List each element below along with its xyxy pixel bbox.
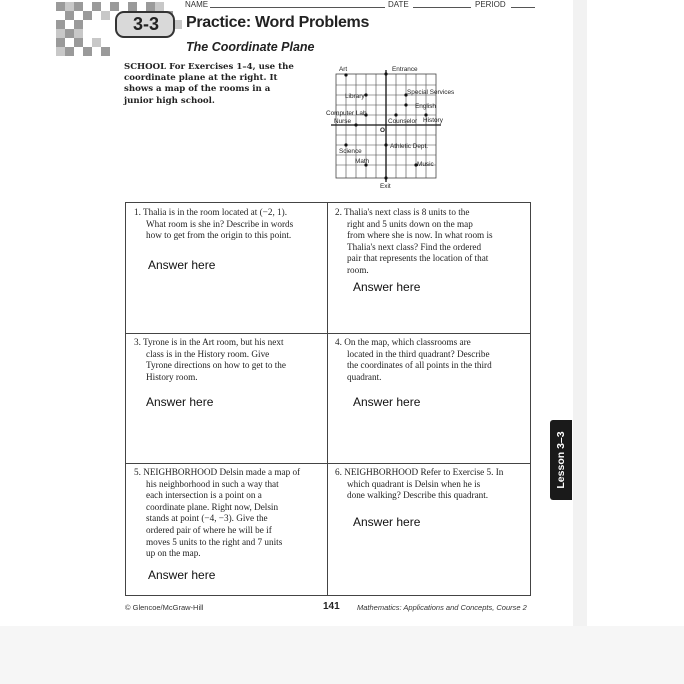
intro-line: SCHOOL For Exercises 1–4, use the <box>124 62 294 72</box>
exercise-line: stands at point (−4, −3). Give the <box>146 513 268 524</box>
map-label-special-services: Special Services <box>407 89 455 96</box>
period-label: PERIOD <box>475 0 506 9</box>
exercise-line: moves 5 units to the right and 7 units <box>146 536 283 547</box>
exercise-line: up on the map. <box>146 548 201 559</box>
exercise-line: quadrant. <box>347 371 382 382</box>
map-label-library: Library <box>345 93 365 100</box>
exercise-line: from where she is now. In what room is <box>347 230 493 241</box>
exercise-line: Thalia's next class? Find the ordered <box>347 241 482 252</box>
exercise-6-answer[interactable]: Answer here <box>353 515 421 529</box>
lesson-number: 3-3 <box>132 14 159 34</box>
period-field[interactable] <box>511 7 535 8</box>
exercise-1-answer[interactable]: Answer here <box>148 258 216 272</box>
exercise-line: coordinate plane. Right now, Delsin <box>146 501 279 512</box>
exercise-1-text <box>134 207 324 242</box>
intro-line: junior high school. <box>124 95 215 106</box>
exercise-line: located in the third quadrant? Describe <box>347 348 490 359</box>
exercise-line: each intersection is a point on a <box>146 490 262 501</box>
lesson-side-tab-label: Lesson 3–3 <box>555 431 567 489</box>
exercise-line: 6. NEIGHBORHOOD Refer to Exercise 5. In <box>335 467 504 477</box>
exercise-5-text <box>134 467 324 560</box>
exercise-line: 5. NEIGHBORHOOD Delsin made a map of <box>134 467 301 477</box>
exercise-line: class is in the History room. Give <box>146 348 270 359</box>
page-title: Practice: Word Problems <box>186 14 370 31</box>
map-label-art: Art <box>339 66 348 73</box>
below-page-area <box>0 626 684 684</box>
map-label-science: Science <box>339 148 362 155</box>
exercise-5-answer[interactable]: Answer here <box>148 568 216 582</box>
exercise-line: which quadrant is Delsin when he is <box>347 478 481 489</box>
map-label-computer-lab: Computer Lab <box>326 110 367 117</box>
exercise-6-text <box>335 467 527 502</box>
intro-paragraph <box>124 62 294 107</box>
exercise-line: 1. Thalia is in the room located at (−2, 1). <box>134 207 287 217</box>
exercise-2-answer[interactable]: Answer here <box>353 280 421 294</box>
page-subtitle: The Coordinate Plane <box>186 40 315 54</box>
map-label-entrance: Entrance <box>392 66 418 73</box>
map-label-athletic-dept: Athletic Dept. <box>390 143 429 150</box>
date-label: DATE <box>388 0 409 9</box>
exercise-line: What room is she in? Describe in words <box>146 218 294 229</box>
exercise-3-answer[interactable]: Answer here <box>146 395 214 409</box>
name-label: NAME <box>185 0 209 9</box>
publisher-credit: © Glencoe/McGraw-Hill <box>125 603 204 612</box>
school-map <box>325 62 455 190</box>
exercise-line: pair that represents the location of that <box>347 253 489 264</box>
exercise-line: Tyrone directions on how to get to the <box>146 360 286 371</box>
exercise-3-text <box>134 337 324 383</box>
map-label-exit: Exit <box>380 183 391 190</box>
name-field[interactable] <box>210 7 385 8</box>
map-label-english: English <box>415 103 436 110</box>
page-right-shadow <box>573 0 587 626</box>
exercise-line: the coordinates of all points in the third <box>347 360 492 371</box>
page-number: 141 <box>323 601 340 612</box>
exercise-4-answer[interactable]: Answer here <box>353 395 421 409</box>
map-label-history: History <box>423 117 443 124</box>
exercise-2-text <box>335 207 527 277</box>
exercise-line: History room. <box>146 371 198 382</box>
table-column-divider <box>327 202 328 596</box>
exercise-line: 2. Thalia's next class is 8 units to the <box>335 207 470 217</box>
date-field[interactable] <box>413 7 471 8</box>
exercise-4-text <box>335 337 527 383</box>
exercise-line: his neighborhood in such a way that <box>146 478 279 489</box>
map-label-origin: O <box>380 127 385 134</box>
exercise-line: ordered pair of where he will be if <box>146 524 272 535</box>
table-row-divider <box>125 333 531 334</box>
exercise-line: right and 5 units down on the map <box>347 218 473 229</box>
page-left-margin <box>0 0 52 626</box>
intro-line: coordinate plane at the right. It <box>124 73 278 84</box>
intro-line: shows a map of the rooms in a <box>124 84 271 95</box>
exercise-line: done walking? Describe this quadrant. <box>347 490 489 501</box>
exercise-line: room. <box>347 264 369 275</box>
book-title: Mathematics: Applications and Concepts, Course 2 <box>357 603 527 612</box>
map-label-math: Math <box>355 158 370 165</box>
map-label-music: Music <box>417 161 434 168</box>
exercise-line: 4. On the map, which classrooms are <box>335 337 471 347</box>
exercise-line: how to get from the origin to this point. <box>146 230 292 241</box>
lesson-side-tab <box>550 420 572 500</box>
exercise-line: 3. Tyrone is in the Art room, but his next <box>134 337 284 347</box>
table-row-divider <box>125 463 531 464</box>
map-label-counselor: Counselor <box>388 118 418 125</box>
map-label-nurse: Nurse <box>334 118 352 125</box>
